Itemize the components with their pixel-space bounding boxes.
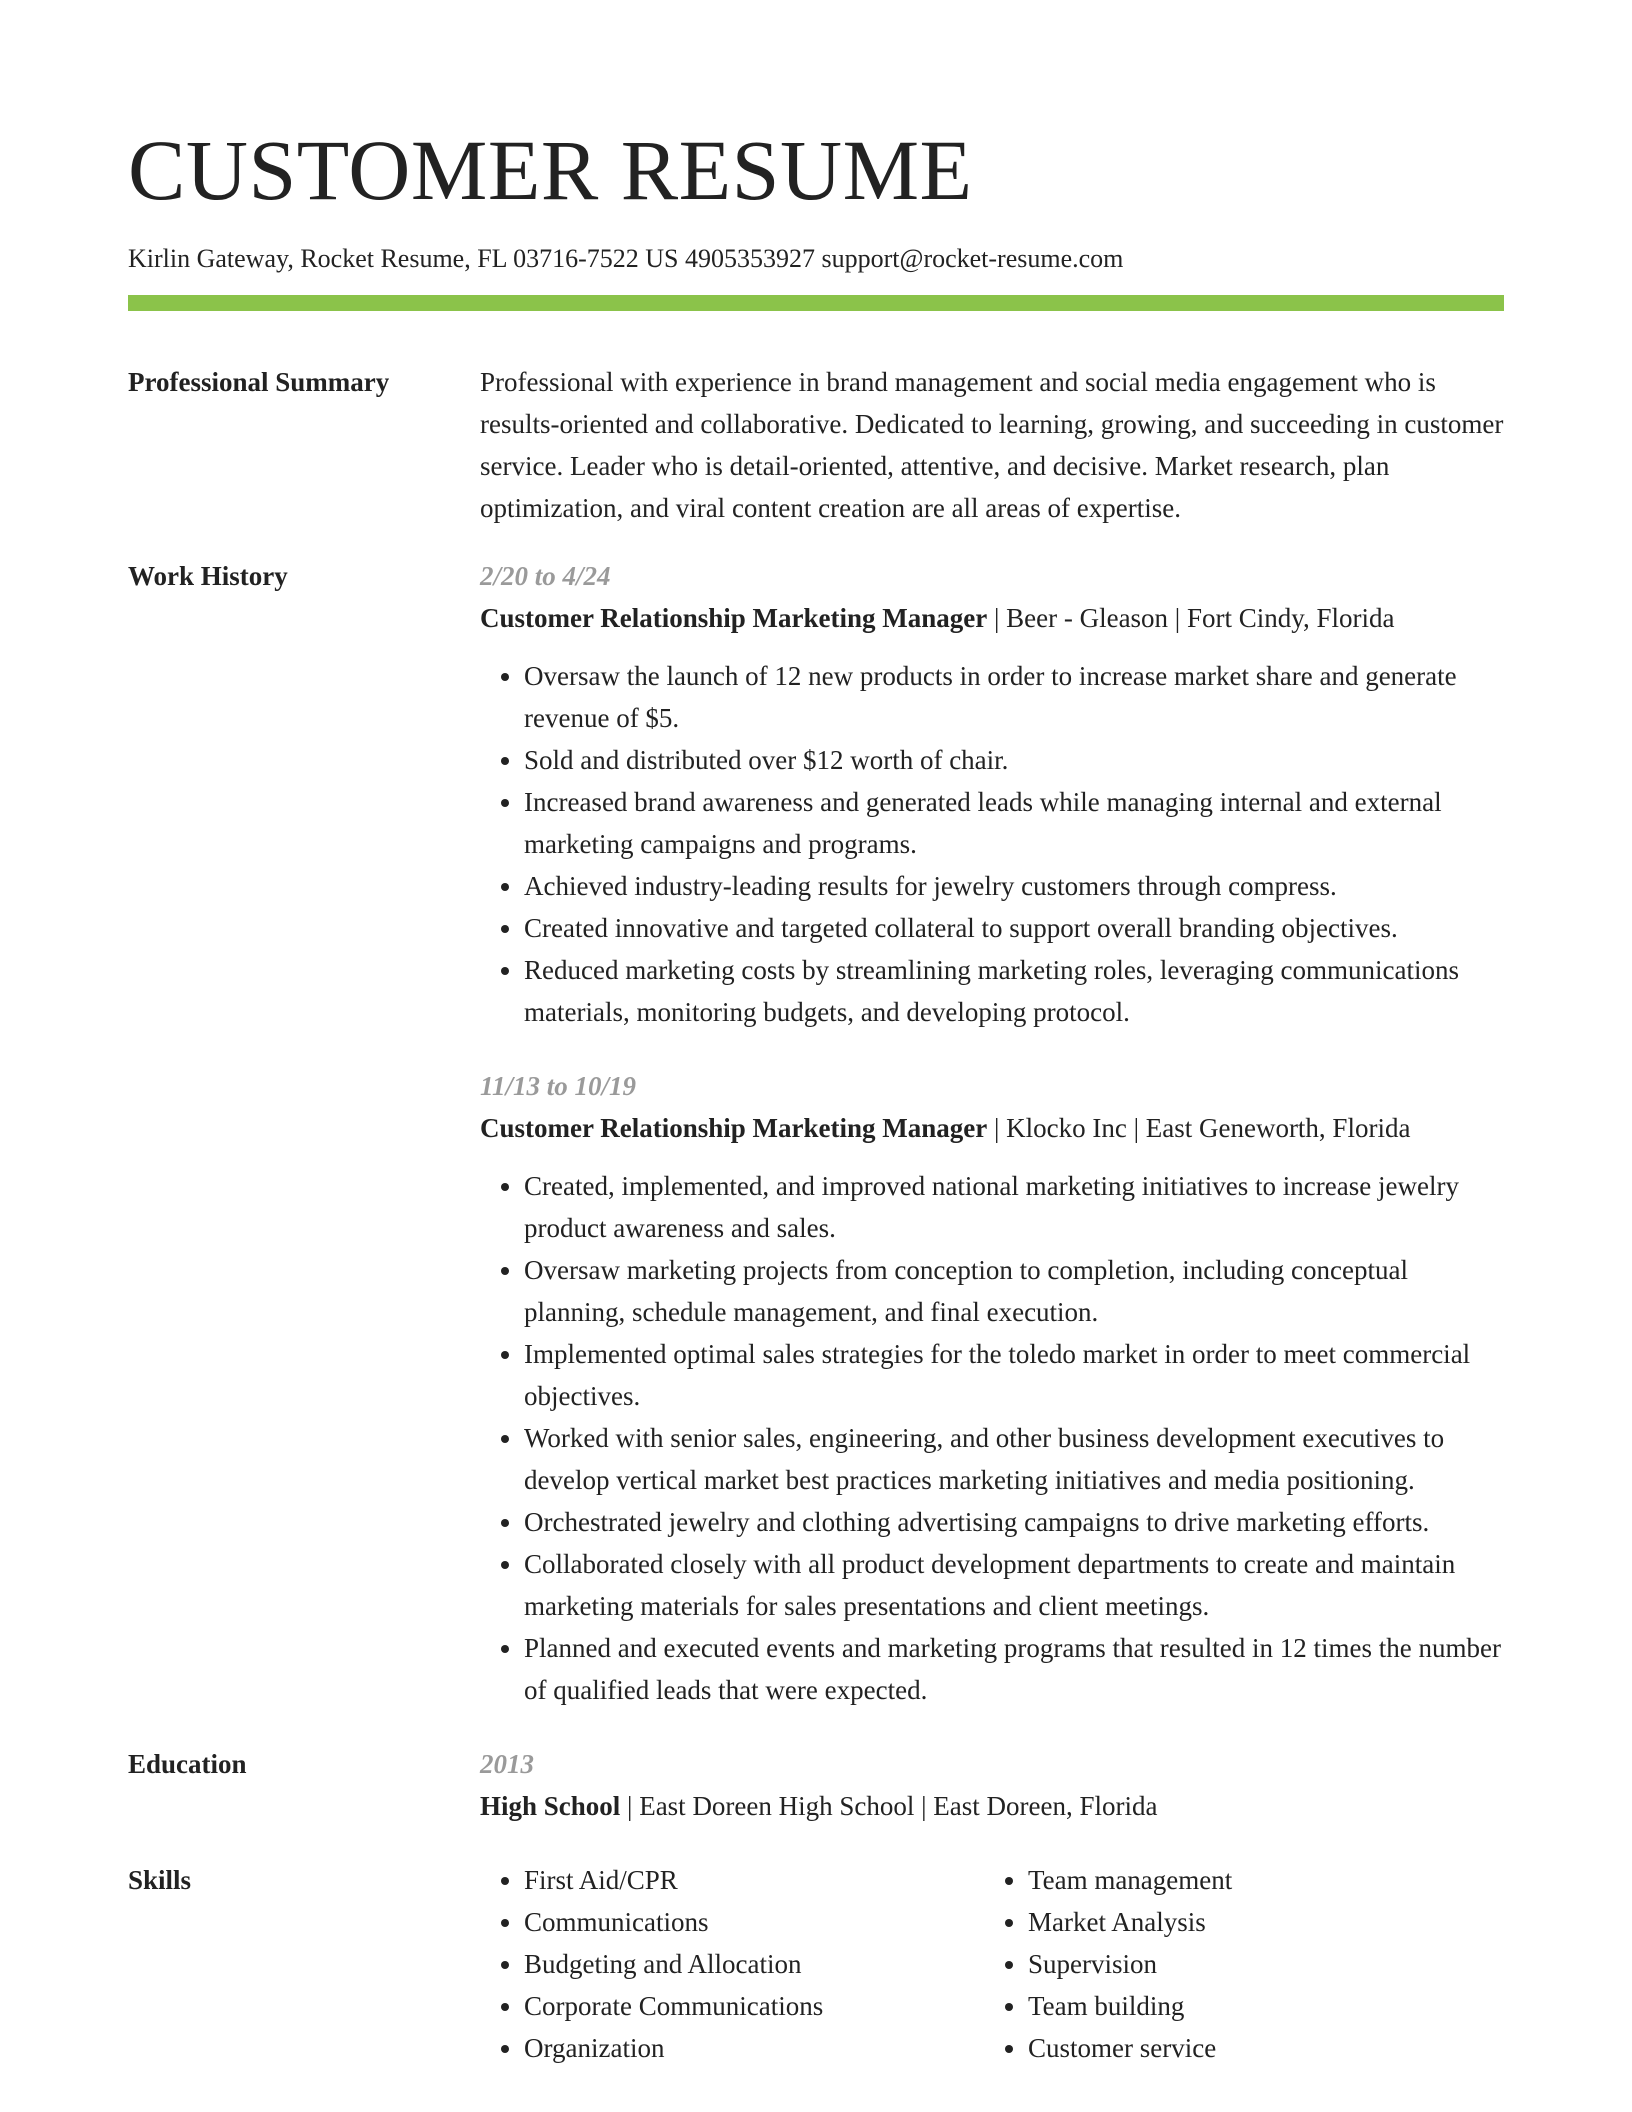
list-item: • Market Analysis	[1028, 1901, 1488, 1943]
education-degree: High School	[480, 1791, 621, 1821]
list-item: • Collaborated closely with all product development departments to create and maintain marketing materials for sales presentations and client meetings.	[524, 1543, 1504, 1627]
header-divider	[128, 295, 1504, 311]
list-item: • Achieved industry-leading results for jewelry customers through compress.	[524, 865, 1504, 907]
education-body	[480, 1743, 1504, 1827]
summary-text: Professional with experience in brand management and social media engagement who is results-oriented and collaborative. Dedicated to learning, growing, and succeeding in customer service. Leader who is detail-oriented, attentive, and decisive. Market research, plan optimization, and viral content creation are all areas of expertise.	[480, 367, 1504, 523]
list-item: • Team building	[1028, 1985, 1488, 2027]
list-item: • Planned and executed events and marketing programs that resulted in 12 times the number of qualified leads that were expected.	[524, 1627, 1504, 1711]
work-history-section	[128, 555, 1504, 1711]
candidate-name: CUSTOMER RESUME	[128, 122, 973, 218]
job-bullets	[480, 1165, 1504, 1711]
list-item: • Created, implemented, and improved national marketing initiatives to increase jewelry product awareness and sales.	[524, 1165, 1504, 1249]
job-title: Customer Relationship Marketing Manager	[480, 603, 988, 633]
skills-body	[480, 1859, 1504, 2069]
list-item: • Budgeting and Allocation	[524, 1943, 984, 1985]
job-entry	[480, 555, 1504, 1033]
job-dates: 11/13 to 10/19	[480, 1071, 637, 1101]
skills-section	[128, 1859, 1504, 2069]
skills-column-1	[480, 1859, 984, 2069]
skills-column-2	[984, 1859, 1488, 2069]
job-role-line	[480, 1107, 1504, 1149]
section-label-skills: Skills	[128, 1865, 192, 1895]
resume-page	[128, 0, 1504, 2069]
list-item: • Implemented optimal sales strategies for the toledo market in order to meet commercial objectives.	[524, 1333, 1504, 1417]
list-item: • Team management	[1028, 1859, 1488, 1901]
list-item: • Customer service	[1028, 2027, 1488, 2069]
section-label-work-history: Work History	[128, 561, 288, 591]
list-item: • Reduced marketing costs by streamlining marketing roles, leveraging communications materials, monitoring budgets, and developing protocol.	[524, 949, 1504, 1033]
list-item: • Oversaw the launch of 12 new products in order to increase market share and generate revenue of $5.	[524, 655, 1504, 739]
job-bullets	[480, 655, 1504, 1033]
skills-grid	[480, 1859, 1504, 2069]
section-label-summary: Professional Summary	[128, 367, 390, 397]
list-item: • Orchestrated jewelry and clothing advertising campaigns to drive marketing efforts.	[524, 1501, 1504, 1543]
job-entry	[480, 1065, 1504, 1711]
education-details: | East Doreen High School | East Doreen, Florida	[620, 1791, 1158, 1821]
work-history-body	[480, 555, 1504, 1711]
list-item: • Supervision	[1028, 1943, 1488, 1985]
contact-line: Kirlin Gateway, Rocket Resume, FL 03716-7522 US 4905353927 support@rocket-resume.com	[128, 244, 1124, 273]
job-role-line	[480, 597, 1504, 639]
list-item: • First Aid/CPR	[524, 1859, 984, 1901]
list-item: • Sold and distributed over $12 worth of chair.	[524, 739, 1504, 781]
list-item: • Organization	[524, 2027, 984, 2069]
section-label-education: Education	[128, 1749, 247, 1779]
job-title: Customer Relationship Marketing Manager	[480, 1113, 988, 1143]
education-section	[128, 1743, 1504, 1827]
job-dates: 2/20 to 4/24	[480, 561, 611, 591]
list-item: • Oversaw marketing projects from conception to completion, including conceptual planning, schedule management, and final execution.	[524, 1249, 1504, 1333]
job-details: | Beer - Gleason | Fort Cindy, Florida	[987, 603, 1395, 633]
list-item: • Created innovative and targeted collateral to support overall branding objectives.	[524, 907, 1504, 949]
list-item: • Increased brand awareness and generated leads while managing internal and external marketing campaigns and programs.	[524, 781, 1504, 865]
education-line	[480, 1785, 1504, 1827]
list-item: • Worked with senior sales, engineering, and other business development executives to develop vertical market best practices marketing initiatives and media positioning.	[524, 1417, 1504, 1501]
list-item: • Communications	[524, 1901, 984, 1943]
summary-body	[480, 361, 1504, 529]
job-details: | Klocko Inc | East Geneworth, Florida	[987, 1113, 1411, 1143]
list-item: • Corporate Communications	[524, 1985, 984, 2027]
summary-section	[128, 361, 1504, 529]
education-year: 2013	[480, 1749, 534, 1779]
